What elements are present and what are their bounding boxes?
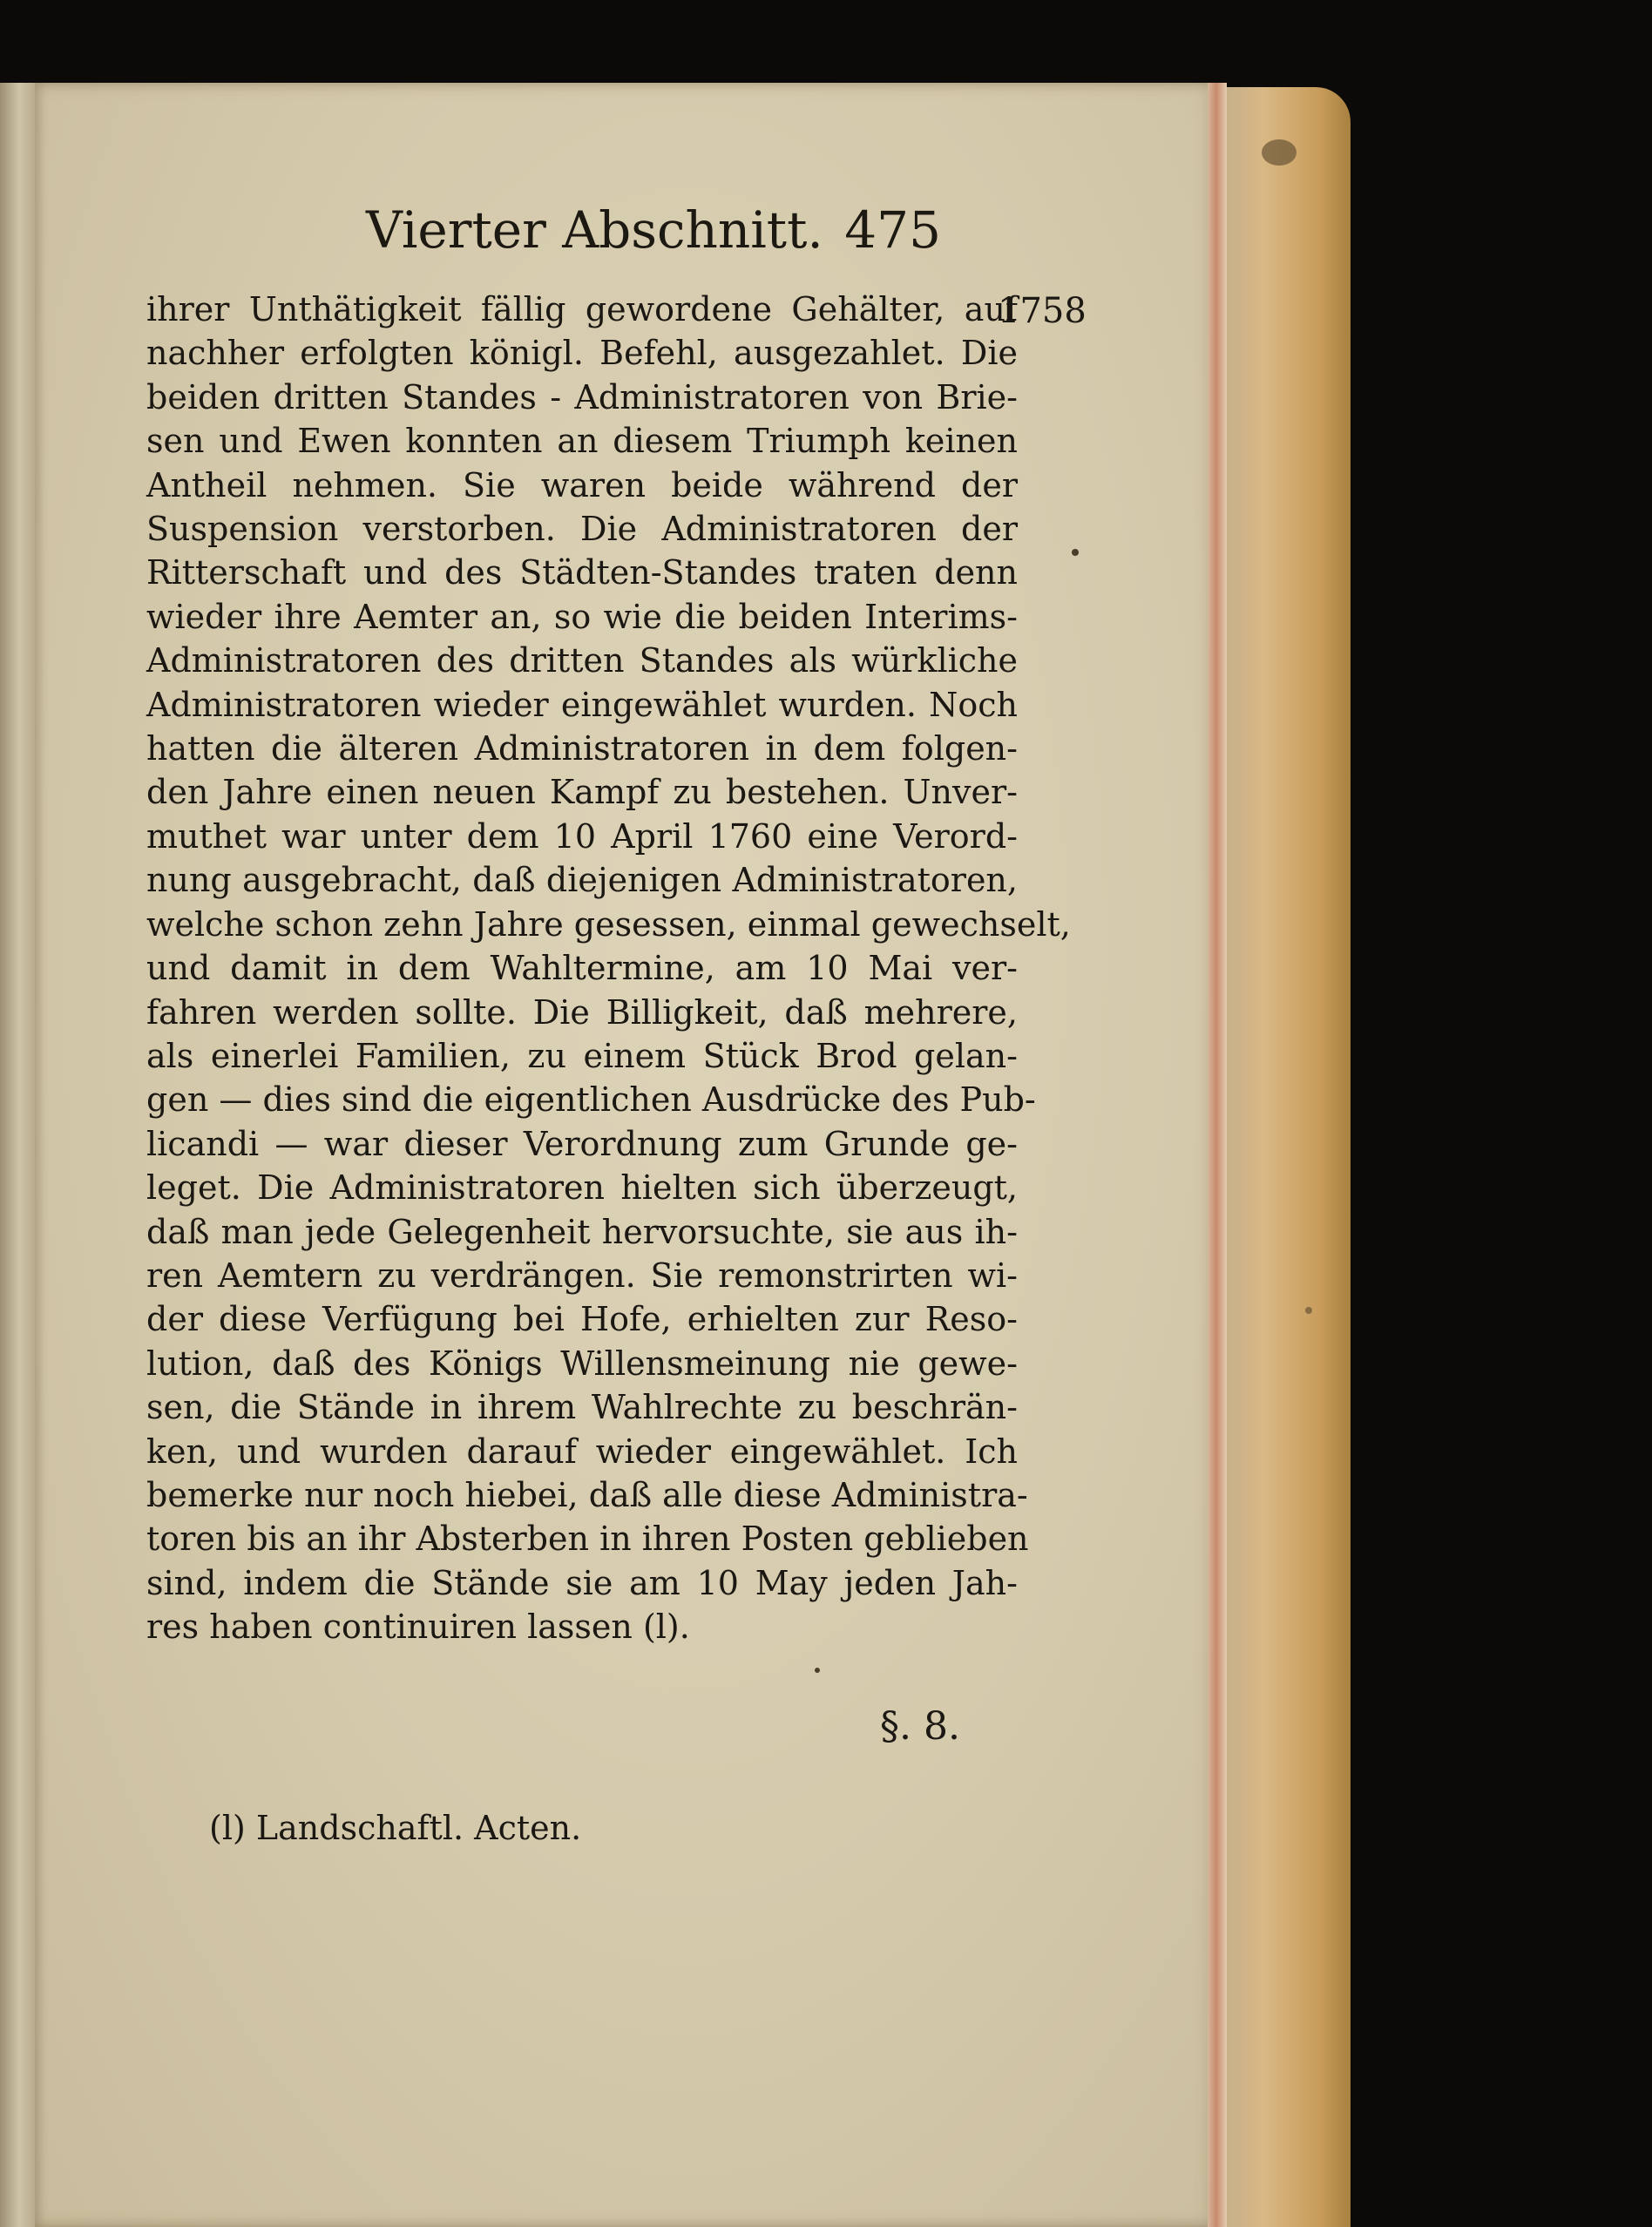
text-line: fahren werden sollte. Die Billigkeit, daß mehrere, (146, 992, 1018, 1032)
page-block-edge (1208, 83, 1227, 2227)
text-line: Administratoren des dritten Standes als würkliche (146, 641, 1018, 680)
cover-stain (1262, 139, 1297, 166)
text-line: ren Aemtern zu verdrängen. Sie remonstrirten wi- (146, 1256, 1018, 1295)
footnote: (l) Landschaftl. Acten. (209, 1809, 582, 1847)
text-line: hatten die älteren Administratoren in dem folgen- (146, 729, 1018, 768)
text-line: sen, die Stände in ihrem Wahlrechte zu beschrän- (146, 1388, 1018, 1427)
text-line: res haben continuiren lassen (l). (146, 1608, 690, 1647)
text-line: als einerlei Familien, zu einem Stück Brod gelan- (146, 1036, 1018, 1075)
catchword: §. 8. (880, 1704, 960, 1749)
text-line: muthet war unter dem 10 April 1760 eine Verord- (146, 816, 1018, 856)
text-line: Suspension verstorben. Die Administratoren der (146, 510, 1018, 549)
text-line: welche schon zehn Jahre gesessen, einmal gewechselt, (146, 904, 1071, 944)
text-line: beiden dritten Standes - Administratoren von Brie- (146, 377, 1018, 416)
text-line: toren bis an ihr Absterben in ihren Posten geblieben (146, 1520, 1029, 1559)
text-line: Antheil nehmen. Sie waren beide während der (146, 465, 1018, 504)
text-line: und damit in dem Wahltermine, am 10 Mai ver- (146, 949, 1018, 988)
text-line: nung ausgebracht, daß diejenigen Administratoren, (146, 861, 1018, 900)
text-line: leget. Die Administratoren hielten sich überzeugt, (146, 1168, 1018, 1208)
text-line: wieder ihre Aemter an, so wie die beiden Interims- (146, 597, 1018, 636)
text-line: lution, daß des Königs Willensmeinung nie gewe- (146, 1344, 1018, 1383)
text-line: sind, indem die Stände sie am 10 May jeden Jah- (146, 1563, 1018, 1602)
paper-speck (1072, 549, 1079, 556)
cover-stain (1305, 1307, 1312, 1314)
text-line: daß man jede Gelegenheit hervorsuchte, sie aus ih- (146, 1212, 1018, 1251)
margin-year-note: 1758 (998, 291, 1087, 331)
text-line: den Jahre einen neuen Kampf zu bestehen. Unver- (146, 773, 1018, 812)
paper-speck (815, 1668, 820, 1673)
text-line: ken, und wurden darauf wieder eingewählet. Ich (146, 1432, 1018, 1471)
text-line: der diese Verfügung bei Hofe, erhielten zur Reso- (146, 1300, 1018, 1339)
text-line: Ritterschaft und des Städten-Standes traten denn (146, 553, 1018, 592)
text-line: sen und Ewen konnten an diesem Triumph keinen (146, 422, 1018, 461)
running-header (366, 200, 941, 279)
text-line: licandi — war dieser Verordnung zum Grunde ge- (146, 1124, 1018, 1163)
text-line: ihrer Unthätigkeit fällig gewordene Gehälter, auf (146, 290, 1018, 328)
text-line: Administratoren wieder eingewählet wurden. Noch (146, 685, 1018, 724)
text-line: gen — dies sind die eigentlichen Ausdrücke des Pub- (146, 1080, 1036, 1120)
book-cover (1227, 87, 1351, 2227)
text-line: bemerke nur noch hiebei, daß alle diese Administra- (146, 1475, 1028, 1514)
previous-page-edge (0, 83, 35, 2227)
section-title: Vierter Abschnitt. (366, 200, 823, 260)
text-line: nachher erfolgten königl. Befehl, ausgezahlet. Die (146, 334, 1018, 373)
page-number: 475 (844, 200, 941, 260)
